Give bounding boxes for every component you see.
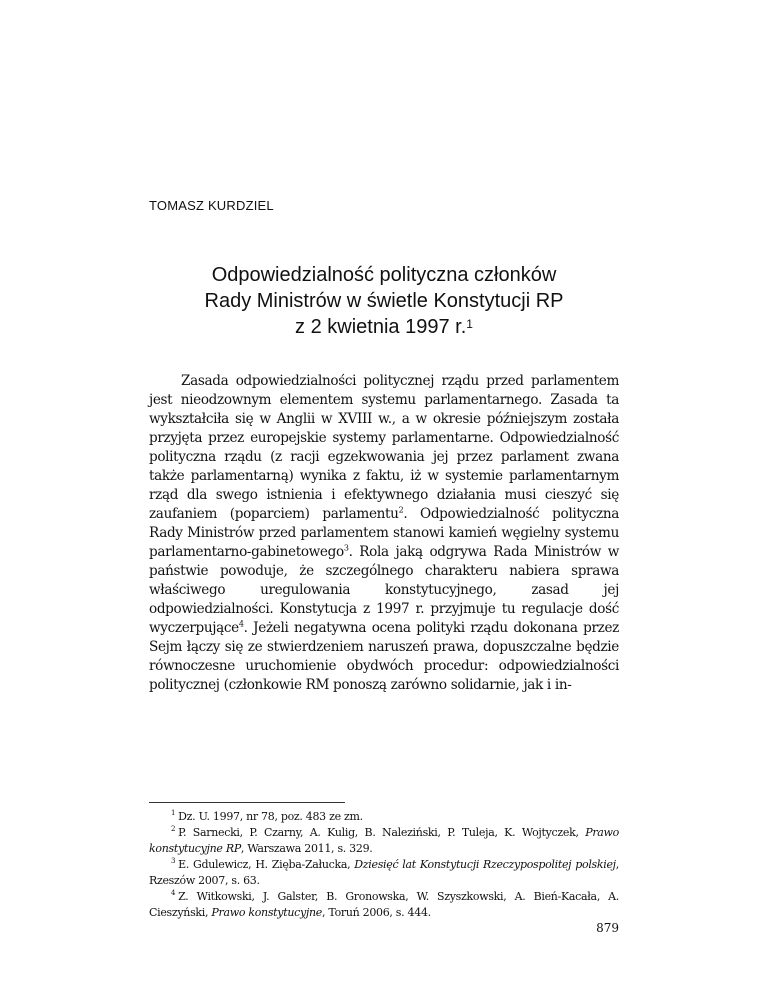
article-title — [120, 262, 648, 340]
footnote-4 — [149, 889, 619, 921]
footnote-number: 1 — [171, 809, 176, 818]
body-paragraph — [149, 372, 619, 695]
footnote-ref-3: 3 — [343, 543, 349, 553]
article-body — [149, 372, 619, 695]
footnote-work-title: Dziesięć lat Konstytucji Rzeczypospolitej polskiej — [354, 858, 616, 871]
footnote-ref-2: 2 — [398, 505, 404, 515]
footnote-work-title: Prawo konstytucyjne RP — [149, 826, 619, 855]
footnote-number: 3 — [171, 857, 176, 866]
footnote-publication: , Warszawa 2011, s. 329. — [240, 842, 373, 855]
title-footnote-ref: 1 — [466, 317, 473, 331]
footnote-authors: E. Gdulewicz, H. Zięba-Załucka, — [178, 858, 355, 871]
footnote-separator — [149, 802, 345, 803]
footnote-authors: Z. Witkowski, J. Galster, B. Gronowska, W. Szyszkowski, A. Bień-Kacała, A. Cieszyński, — [149, 890, 619, 919]
body-text-2: . Odpowiedzialność polityczna Rady Ministrów przed parlamentem stanowi kamień węgielny systemu parlamentarno-gabinetowego — [149, 506, 619, 560]
footnote-2 — [149, 825, 619, 857]
title-line-2: Rady Ministrów w świetle Konstytucji RP — [204, 290, 564, 312]
footnote-ref-4: 4 — [238, 619, 244, 629]
footnote-text: Dz. U. 1997, nr 78, poz. 483 ze zm. — [178, 810, 363, 823]
footnote-number: 2 — [171, 825, 176, 834]
page-number: 879 — [596, 921, 619, 935]
footnote-publication: , Toruń 2006, s. 444. — [322, 906, 431, 919]
footnote-publication: , Rzeszów 2007, s. 63. — [149, 858, 619, 887]
footnotes — [149, 809, 619, 921]
footnote-work-title: Prawo konstytucyjne — [211, 906, 322, 919]
title-line-3 — [120, 314, 648, 340]
title-line-3-text: z 2 kwietnia 1997 r. — [295, 316, 467, 338]
footnote-authors: P. Sarnecki, P. Czarny, A. Kulig, B. Naleziński, P. Tuleja, K. Wojtyczek, — [178, 826, 586, 839]
title-line-1: Odpowiedzialność polityczna członków — [211, 264, 557, 286]
body-text-1: Zasada odpowiedzialności politycznej rządu przed parlamentem jest nieodzownym elementem systemu parlamentarnego. Zasada ta wykształciła się w Anglii w XVIII w., a w okresie późniejszym została przyjęta przez europejskie systemy parlamentarne. Odpowiedzialność polityczna rządu (z racji egzekwowania jej przez parlament zwana także parlamentarną) wynika z faktu, iż w systemie parlamentarnym rząd dla swego istnienia i efektywnego działania musi cieszyć się zaufaniem (poparciem) parlamentu — [149, 373, 619, 522]
footnote-number: 4 — [171, 889, 176, 898]
author-name: TOMASZ KURDZIEL — [149, 198, 274, 213]
body-text-4: . Jeżeli negatywna ocena polityki rządu dokonana przez Sejm łączy się ze stwierdzeniem naruszeń prawa, dopuszczalne będzie równoczesne uruchomienie obydwóch procedur: odpowiedzialności politycznej (członkowie RM ponoszą zarówno solidarnie, jak i in- — [149, 620, 619, 693]
body-text-3: . Rola jaką odgrywa Rada Ministrów w państwie powoduje, że szczególnego charakteru nabiera sprawa właściwego uregulowania konstytucyjnego, zasad jej odpowiedzialności. Konstytucja z 1997 r. przyjmuje tu regulacje dość wyczerpujące — [149, 544, 619, 636]
footnote-1 — [149, 809, 619, 825]
footnote-3 — [149, 857, 619, 889]
